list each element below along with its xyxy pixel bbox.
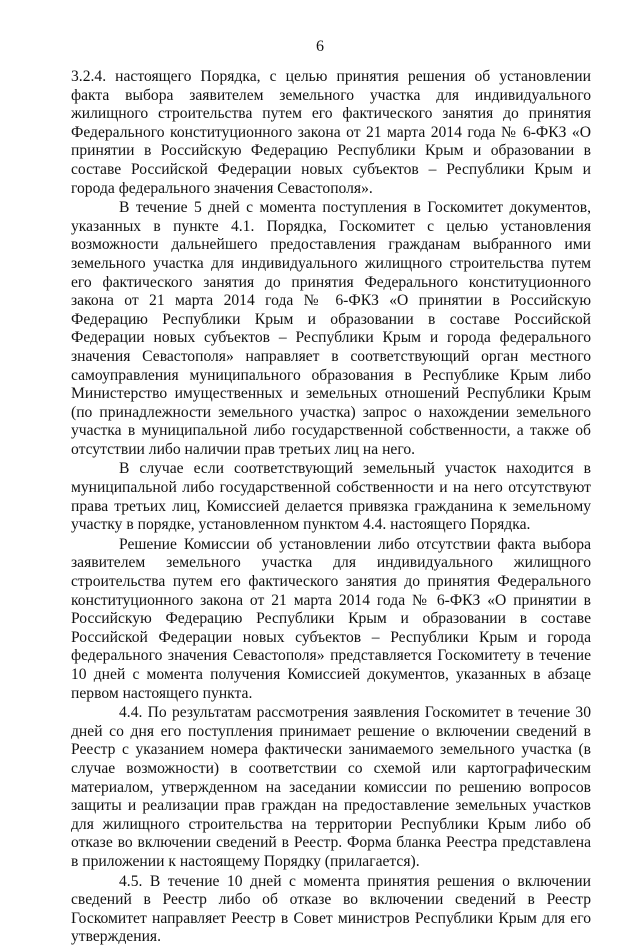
document-body	[71, 68, 591, 947]
paragraph-4-4: 4.4. По результатам рассмотрения заявления Госкомитет в течение 30 дней со дня его поступления принимает решение о включении сведений в Реестр с указанием номера фактически занимаемого земельного участка (в случае возможности) в соответствии со схемой или картографическим материалом, утвержденном на заседании комиссии по решению вопросов защиты и реализации прав граждан на предоставление земельных участков для жилищного строительства на территории Республики Крым либо об отказе во включении сведений в Реестр. Форма бланка Реестра представлена в приложении к настоящему Порядку (прилагается).	[71, 704, 591, 870]
paragraph-4-5: 4.5. В течение 10 дней с момента принятия решения о включении сведений в Реестр либо об отказе во включении сведений в Реестр Госкомитет направляет Реестр в Совет министров Республики Крым для его утверждения.	[71, 872, 591, 946]
paragraph-commission-decision: Решение Комиссии об установлении либо отсутствии факта выбора заявителем земельного участка для индивидуального жилищного строительства путем его фактического занятия до принятия Федерального конституционного закона от 21 марта 2014 года № 6-ФКЗ «О принятии в Российскую Федерацию Республики Крым и образовании в составе Российской Федерации новых субъектов – Республики Крым и города федерального значения Севастополя» представляется Госкомитету в течение 10 дней с момента получения Комиссией документов, указанных в абзаце первом настоящего пункта.	[71, 535, 591, 702]
page-number: 6	[316, 38, 324, 55]
paragraph-continuation: 3.2.4. настоящего Порядка, с целью принятия решения об установлении факта выбора заявителем земельного участка для индивидуального жилищного строительства путем его фактического занятия до принятия Федерального конституционного закона от 21 марта 2014 года № 6-ФКЗ «О принятии в Российскую Федерацию Республики Крым и образовании в составе Российской Федерации новых субъектов – Республики Крым и города федерального значения Севастополя».	[71, 68, 591, 197]
paragraph-land-binding: В случае если соответствующий земельный участок находится в муниципальной либо государственной собственности и на него отсутствуют права третьих лиц, Комиссией делается привязка гражданина к земельному участку в порядке, установленном пунктом 4.4. настоящего Порядка.	[71, 460, 591, 534]
paragraph-request-procedure: В течение 5 дней с момента поступления в Госкомитет документов, указанных в пункте 4.1. Порядка, Госкомитет с целью установления возможности дальнейшего предоставления гражданам выбранного ими земельного участка для индивидуального жилищного строительства путем его фактического занятия до принятия Федерального конституционного закона от 21 марта 2014 года № 6-ФКЗ «О принятии в Российскую Федерацию Республики Крым и образовании в составе Российской Федерации новых субъектов – Республики Крым и города федерального значения Севастополя» направляет в соответствующий орган местного самоуправления муниципального образования в Республике Крым либо Министерство имущественных и земельных отношений Республики Крым (по принадлежности земельного участка) запрос о нахождении земельного участка в муниципальной либо государственной собственности, а также об отсутствии либо наличии прав третьих лиц на него.	[71, 199, 591, 458]
